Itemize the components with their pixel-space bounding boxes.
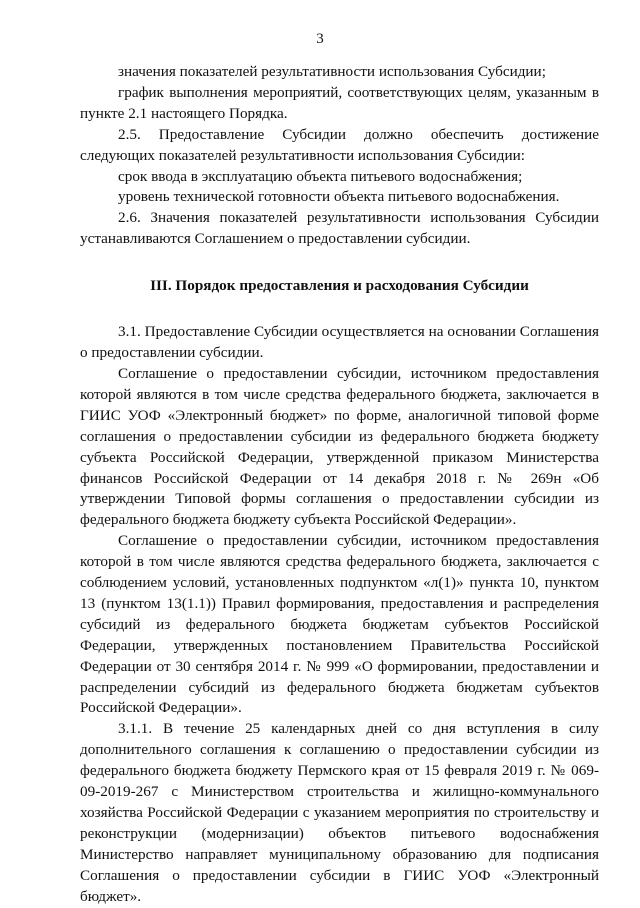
paragraphs-after-section bbox=[80, 322, 599, 907]
paragraph: уровень технической готовности объекта питьевого водоснабжения. bbox=[118, 188, 560, 206]
paragraph: Соглашение о предоставлении субсидии, источником предоставления которой являются в том числе средства федерального бюджета, заключается в ГИИС УОФ «Электронный бюджет» по форме, аналогичной типовой форме соглашения о предоставлении субсидии из федерального бюджета бюджету субъекта Российской Федерации, утвержденной приказом Министерства финансов Российской Федерации от 14 декабря 2018 г. № 269н «Об утверждении Типовой формы соглашения о предоставлении субсидии из федерального бюджета бюджету субъекта Российской Федерации». bbox=[80, 364, 599, 529]
paragraph: 2.5. Предоставление Субсидии должно обеспечить достижение следующих показателей результативности использования Субсидии: bbox=[80, 125, 599, 164]
page-number: 3 bbox=[316, 31, 324, 47]
paragraph: 3.1.1. В течение 25 календарных дней со дня вступления в силу дополнительного соглашения к соглашению о предоставлении субсидии из федерального бюджета бюджету Пермского края от 15 февраля 2019 г. № 069-09-2019-267 с Министерством строительства и жилищно-коммунального хозяйства Российской Федерации с указанием мероприятия по строительству и реконструкции (модернизации) объектов питьевого водоснабжения Министерство направляет муниципальному образованию для подписания Соглашения о предоставлении субсидии в ГИИС УОФ «Электронный бюджет». bbox=[80, 720, 599, 905]
paragraph: график выполнения мероприятий, соответствующих целям, указанным в пункте 2.1 настоящего Порядка. bbox=[80, 83, 599, 122]
paragraph: значения показателей результативности использования Субсидии; bbox=[118, 63, 546, 80]
paragraph: 2.6. Значения показателей результативности использования Субсидии устанавливаются Соглашением о предоставлении субсидии. bbox=[80, 209, 599, 248]
paragraphs-before-section bbox=[80, 62, 599, 250]
paragraph: 3.1. Предоставление Субсидии осуществляется на основании Соглашения о предоставлении субсидии. bbox=[80, 323, 599, 362]
paragraph: срок ввода в эксплуатацию объекта питьевого водоснабжения; bbox=[118, 167, 523, 185]
section-heading: III. Порядок предоставления и расходования Субсидии bbox=[150, 277, 529, 295]
document-body bbox=[80, 62, 599, 908]
paragraph: Соглашение о предоставлении субсидии, источником предоставления которой в том числе являются средства федерального бюджета, заключается с соблюдением условий, установленных подпунктом «л(1)» пункта 10, пунктом 13 (пунктом 13(1.1)) Правил формирования, предоставления и распределения субсидий из федерального бюджета бюджетам субъектов Российской Федерации, утвержденных постановлением Правительства Российской Федерации от 30 сентября 2014 г. № 999 «О формировании, предоставлении и распределении субсидий из федерального бюджета бюджетам субъектов Российской Федерации». bbox=[80, 532, 599, 717]
